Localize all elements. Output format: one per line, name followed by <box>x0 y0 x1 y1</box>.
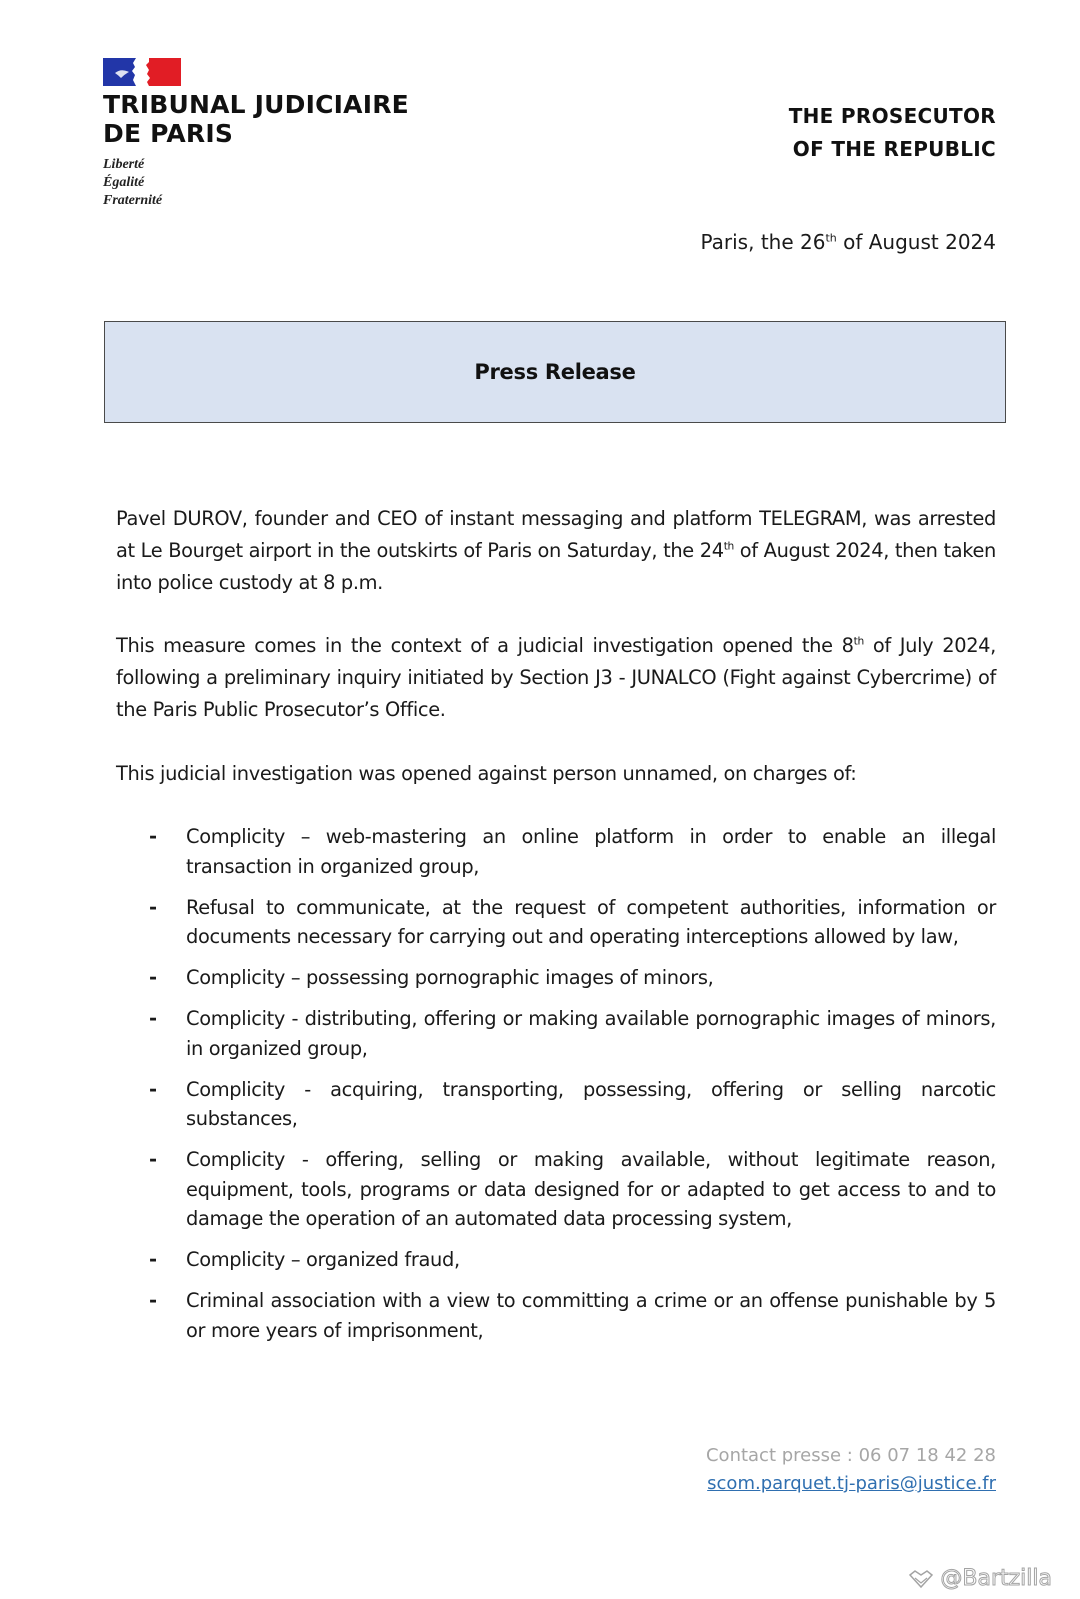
charge-item <box>116 1004 996 1063</box>
paragraph-arrest-ordinal: th <box>723 539 734 553</box>
charge-item <box>116 1145 996 1234</box>
bullet-dash-icon: - <box>149 966 157 989</box>
office-line2: OF THE REPUBLIC <box>792 137 996 161</box>
republic-motto <box>103 156 433 210</box>
contact-email-link[interactable]: scom.parquet.tj-paris@justice.fr <box>707 1473 996 1494</box>
charges-list <box>116 822 996 1357</box>
bullet-dash-icon: - <box>149 1077 157 1101</box>
motto-liberte: Liberté <box>103 157 145 172</box>
bullet-dash-icon: - <box>149 895 157 919</box>
charge-item <box>116 893 996 952</box>
court-name-line2: DE PARIS <box>103 119 234 148</box>
charge-text: Complicity – organized fraud, <box>186 1248 460 1271</box>
motto-egalite: Égalité <box>103 175 145 190</box>
bullet-dash-icon: - <box>149 825 157 848</box>
contact-phone: Contact presse : 06 07 18 42 28 <box>705 1445 996 1466</box>
watermark <box>908 1566 1052 1591</box>
court-name <box>103 90 433 148</box>
date-prefix: Paris, the 26 <box>700 230 826 254</box>
charge-text: Complicity – possessing pornographic images of minors, <box>186 966 714 989</box>
charge-item <box>116 1245 996 1275</box>
motto-fraternite: Fraternité <box>103 193 163 208</box>
date-suffix: of August 2024 <box>836 230 996 254</box>
paragraph-arrest-text-1: Pavel DUROV, founder and CEO of instant messaging and platform TELEGRAM, was arrested at Le Bourget airport in the outskirts of Paris on Saturday, the 24 <box>116 507 996 562</box>
paragraph-context-text-2: of July 2024, following a preliminary inquiry initiated by Section J3 - JUNALCO (Fight against Cybercrime) of the Paris Public Prosecutor’s Office. <box>116 634 996 721</box>
bullet-dash-icon: - <box>149 1007 157 1030</box>
press-release-title: Press Release <box>474 360 636 384</box>
paragraph-arrest <box>116 503 996 598</box>
charge-text: Refusal to communicate, at the request of competent authorities, information or documents necessary for carrying out and operating interceptions allowed by law, <box>186 895 996 948</box>
paragraph-charges-intro: This judicial investigation was opened against person unnamed, on charges of: <box>116 762 857 785</box>
bullet-dash-icon: - <box>149 1289 157 1312</box>
charge-text: Complicity - offering, selling or making available, without legitimate reason, equipment, tools, programs or data designed for or adapted to get access to and to damage the operation of an automated data processing system, <box>186 1148 996 1230</box>
bullet-dash-icon: - <box>149 1248 157 1271</box>
charge-text: Complicity - distributing, offering or making available pornographic images of minors, in organized group, <box>186 1007 996 1060</box>
bullet-dash-icon: - <box>149 1148 157 1171</box>
watermark-handle: @Bartzilla <box>940 1566 1052 1591</box>
office-heading <box>789 100 996 166</box>
charge-item <box>116 822 996 881</box>
press-release-title-box <box>104 321 1006 423</box>
charge-text: Complicity – web-mastering an online platform in order to enable an illegal transaction in organized group, <box>186 825 996 878</box>
marianne-flag-icon <box>103 58 181 86</box>
charge-text: Complicity - acquiring, transporting, possessing, offering or selling narcotic substances, <box>186 1077 996 1130</box>
charge-item <box>116 963 996 993</box>
diamond-logo-icon <box>908 1569 934 1589</box>
court-name-line1: TRIBUNAL JUDICIAIRE <box>103 90 409 119</box>
paragraph-arrest-text-2: of August 2024, then taken into police custody at 8 p.m. <box>116 538 996 594</box>
office-line1: THE PROSECUTOR <box>788 104 996 128</box>
charge-text: Criminal association with a view to committing a crime or an offense punishable by 5 or more years of imprisonment, <box>186 1289 996 1342</box>
paragraph-context-ordinal: th <box>853 634 864 648</box>
paragraph-context <box>116 630 996 725</box>
press-contact <box>706 1442 996 1498</box>
charge-item <box>116 1286 996 1345</box>
court-logo <box>103 58 433 210</box>
charge-item <box>116 1075 996 1134</box>
document-date <box>700 228 996 256</box>
date-ordinal: th <box>825 231 837 245</box>
paragraph-context-text-1: This measure comes in the context of a judicial investigation opened the 8 <box>116 634 854 657</box>
